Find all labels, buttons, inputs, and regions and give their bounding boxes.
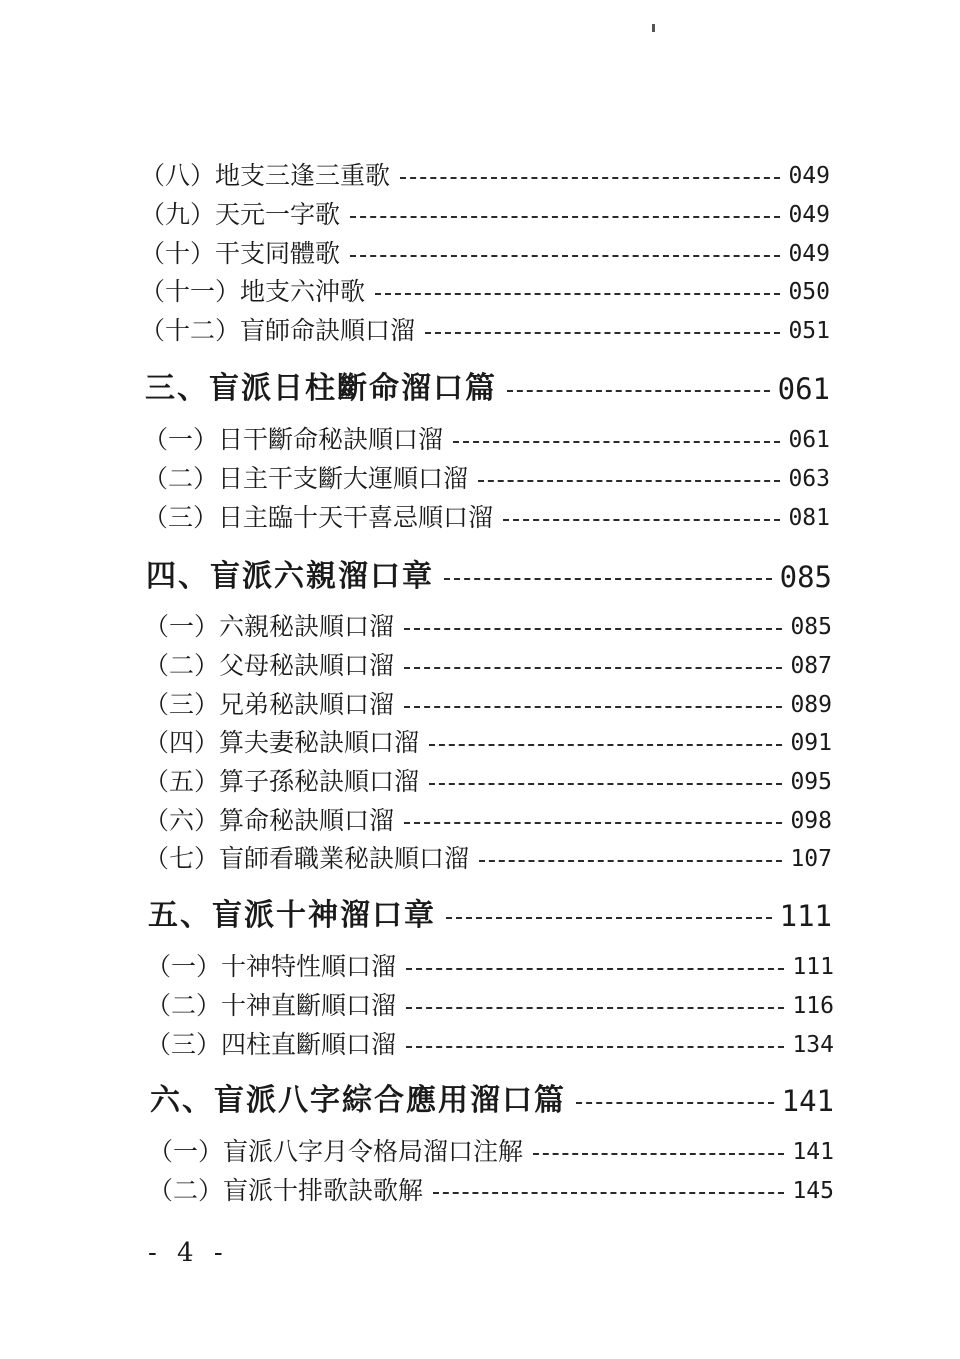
dot-leader [350,216,780,218]
toc-entry-title: （十二）盲師命訣順口溜 [140,316,416,345]
toc-entry[interactable] [144,603,832,643]
toc-chapter-title: 六、盲派八字綜合應用溜口篇 [150,1083,566,1118]
toc-entry-title: （七）盲師看職業秘訣順口溜 [144,844,470,873]
toc-chapter[interactable] [145,362,830,408]
toc-entry-title: （一）日干斷命秘訣順口溜 [143,425,444,454]
toc-entry-title: （二）日主干支斷大運順口溜 [143,464,469,493]
toc-entry[interactable] [143,455,830,495]
toc-chapter-page: 141 [781,1084,834,1118]
toc-entry-page: 050 [788,279,830,305]
toc-entry-page: 051 [788,318,830,344]
toc-entry[interactable] [144,719,832,759]
toc-entry[interactable] [143,494,830,534]
toc-chapter-page: 111 [779,899,832,933]
toc-entry-page: 089 [790,692,832,718]
toc-entry-title: （一）盲派八字月令格局溜口注解 [148,1137,524,1166]
toc-entry[interactable] [148,1128,834,1168]
dot-leader [425,332,780,334]
dot-leader [404,667,782,669]
toc-chapter[interactable] [148,889,832,935]
toc-entry-title: （三）日主臨十天干喜忌順口溜 [143,503,494,532]
toc-entry-title: （五）算子孫秘訣順口溜 [144,767,420,796]
toc-chapter-title: 四、盲派六親溜口章 [146,559,434,594]
toc-entry[interactable] [146,943,834,983]
dot-leader [507,390,770,392]
toc-entry-page: 141 [792,1139,834,1165]
toc-entry-title: （四）算夫妻秘訣順口溜 [144,728,420,757]
toc-entry-page: 145 [792,1178,834,1204]
toc-entry-page: 063 [788,466,830,492]
toc-entry-title: （二）父母秘訣順口溜 [144,651,395,680]
toc-chapter[interactable] [150,1074,834,1120]
dot-leader [400,177,780,179]
dot-leader [406,968,784,970]
toc-entry-title: （一）六親秘訣順口溜 [144,612,395,641]
toc-entry-page: 095 [790,769,832,795]
dot-leader [404,822,782,824]
toc-entry[interactable] [140,268,830,308]
toc-entry-title: （十）干支同體歌 [140,239,341,268]
toc-entry[interactable] [144,642,832,682]
toc-entry-title: （一）十神特性順口溜 [146,952,397,981]
page-number: - 4 - [148,1238,229,1268]
toc-entry-title: （八）地支三逢三重歌 [140,161,391,190]
toc-entry-title: （九）天元一字歌 [140,200,341,229]
toc-entry-title: （六）算命秘訣順口溜 [144,806,395,835]
dot-leader [478,480,780,482]
dot-leader [406,1007,784,1009]
toc-entry-page: 107 [790,846,832,872]
dot-leader [479,860,782,862]
dot-leader [433,1192,784,1194]
toc-entry[interactable] [144,835,832,875]
dot-leader [404,706,782,708]
toc-entry-title: （三）兄弟秘訣順口溜 [144,690,395,719]
toc-entry[interactable] [144,797,832,837]
dot-leader [404,628,782,630]
toc-entry[interactable] [144,681,832,721]
toc-entry-page: 049 [788,241,830,267]
toc-entry-page: 081 [788,505,830,531]
dot-leader [406,1046,784,1048]
toc-chapter-title: 五、盲派十神溜口章 [148,898,436,933]
toc-entry[interactable] [146,982,834,1022]
toc-entry-title: （三）四柱直斷順口溜 [146,1030,397,1059]
dot-leader [429,744,782,746]
toc-entry[interactable] [140,191,830,231]
dot-leader [429,783,782,785]
dot-leader [375,293,780,295]
dot-leader [503,519,780,521]
toc-entry[interactable] [140,230,830,270]
toc-entry-page: 134 [792,1032,834,1058]
toc-entry[interactable] [140,152,830,192]
toc-entry-page: 116 [792,993,834,1019]
dot-leader [446,917,772,919]
toc-chapter-page: 061 [777,372,830,406]
toc-entry-title: （二）盲派十排歌訣歌解 [148,1176,424,1205]
toc-chapter[interactable] [146,550,832,596]
toc-entry-page: 049 [788,202,830,228]
toc-entry-page: 061 [788,427,830,453]
toc-entry[interactable] [144,758,832,798]
toc-entry-title: （十一）地支六沖歌 [140,277,366,306]
toc-chapter-page: 085 [779,560,832,594]
toc-entry-page: 091 [790,730,832,756]
dot-leader [444,578,772,580]
toc-entry-page: 085 [790,614,832,640]
toc-entry[interactable] [148,1167,834,1207]
toc-entry-page: 111 [792,954,834,980]
toc-entry-page: 087 [790,653,832,679]
toc-entry[interactable] [140,307,830,347]
toc-entry-page: 098 [790,808,832,834]
dot-leader [453,441,780,443]
toc-entry-page: 049 [788,163,830,189]
toc-entry[interactable] [143,416,830,456]
dot-leader [576,1102,774,1104]
toc-entry-title: （二）十神直斷順口溜 [146,991,397,1020]
toc-chapter-title: 三、盲派日柱斷命溜口篇 [145,371,497,406]
toc-entry[interactable] [146,1021,834,1061]
dot-leader [350,255,780,257]
dot-leader [533,1153,784,1155]
